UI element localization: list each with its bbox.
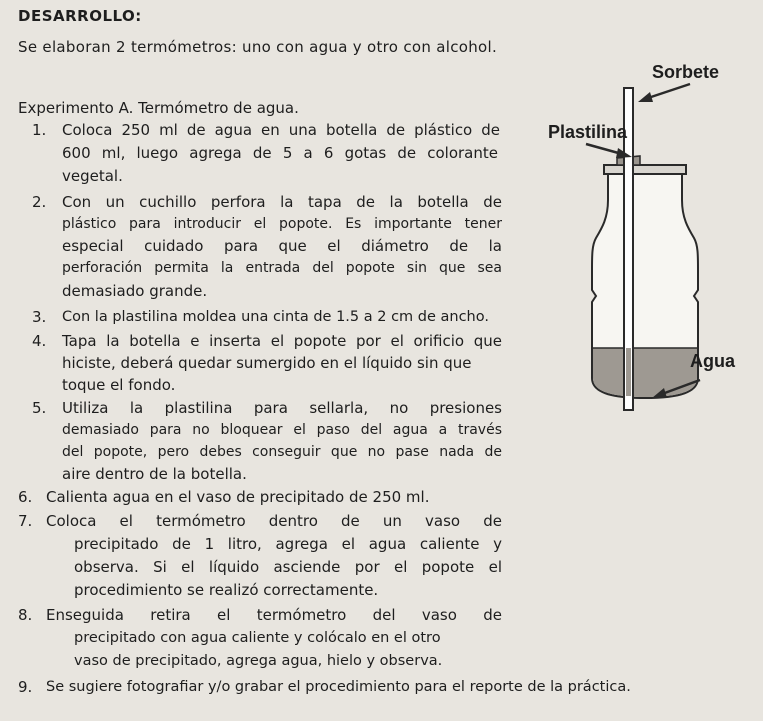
step-number: 7. <box>18 512 33 530</box>
step-line: vegetal. <box>62 167 123 185</box>
water-fill <box>593 348 697 397</box>
heading: DESARROLLO: <box>18 7 142 25</box>
step-line: procedimiento se realizó correctamente. <box>74 581 379 599</box>
intro-text: Se elaboran 2 termómetros: uno con agua y otro con alcohol. <box>18 38 498 56</box>
step-line: Con un cuchillo perfora la tapa de la botella de <box>62 193 502 211</box>
step-line: precipitado con agua caliente y colócalo en el otro <box>74 630 441 646</box>
step-line: precipitado de 1 litro, agrega el agua caliente y <box>74 535 502 553</box>
label-clay: Plastilina <box>548 122 628 142</box>
step-line: vaso de precipitado, agrega agua, hielo y observa. <box>74 653 443 669</box>
step-line: perforación permita la entrada del popote sin que sea <box>62 260 502 276</box>
step-line: Utiliza la plastilina para sellarla, no presiones <box>62 399 502 417</box>
step-line: plástico para introducir el popote. Es importante tener <box>62 216 502 232</box>
bottle-cap <box>604 165 686 174</box>
step-line: Calienta agua en el vaso de precipitado de 250 ml. <box>46 488 430 506</box>
step-number: 5. <box>32 399 47 417</box>
step-line: Tapa la botella e inserta el popote por el orificio que <box>62 332 502 350</box>
step-line: 600 ml, luego agrega de 5 a 6 gotas de colorante <box>62 144 498 162</box>
experiment-title: Experimento A. Termómetro de agua. <box>18 99 299 117</box>
step-line: aire dentro de la botella. <box>62 465 247 483</box>
arrow-straw <box>638 84 690 102</box>
step-number: 1. <box>32 121 47 139</box>
step-line: demasiado para no bloquear el paso del agua a través <box>62 422 502 438</box>
step-line: observa. Si el líquido asciende por el popote el <box>74 558 502 576</box>
straw-water <box>626 348 631 396</box>
step-number: 6. <box>18 488 33 506</box>
label-straw: Sorbete <box>652 62 720 82</box>
step-number: 8. <box>18 606 33 624</box>
step-line: Coloca 250 ml de agua en una botella de plástico de <box>62 121 500 139</box>
step-line: Enseguida retira el termómetro del vaso de <box>46 606 502 624</box>
step-line: toque el fondo. <box>62 376 176 394</box>
step-line: Coloca el termómetro dentro de un vaso de <box>46 512 502 530</box>
label-water: Agua <box>690 351 735 371</box>
step-line: hiciste, deberá quedar sumergido en el líquido sin que <box>62 354 472 372</box>
thermometer-diagram <box>540 40 750 425</box>
step-number: 9. <box>18 678 33 696</box>
step-line: demasiado grande. <box>62 282 208 300</box>
step-line: especial cuidado para que el diámetro de la <box>62 237 502 255</box>
step-line: Se sugiere fotografiar y/o grabar el procedimiento para el reporte de la práctica. <box>46 679 631 695</box>
step-number: 4. <box>32 332 47 350</box>
step-number: 2. <box>32 193 47 211</box>
step-number: 3. <box>32 308 47 326</box>
step-line: Con la plastilina moldea una cinta de 1.5 a 2 cm de ancho. <box>62 309 489 325</box>
step-line: del popote, pero debes conseguir que no pase nada de <box>62 444 502 460</box>
